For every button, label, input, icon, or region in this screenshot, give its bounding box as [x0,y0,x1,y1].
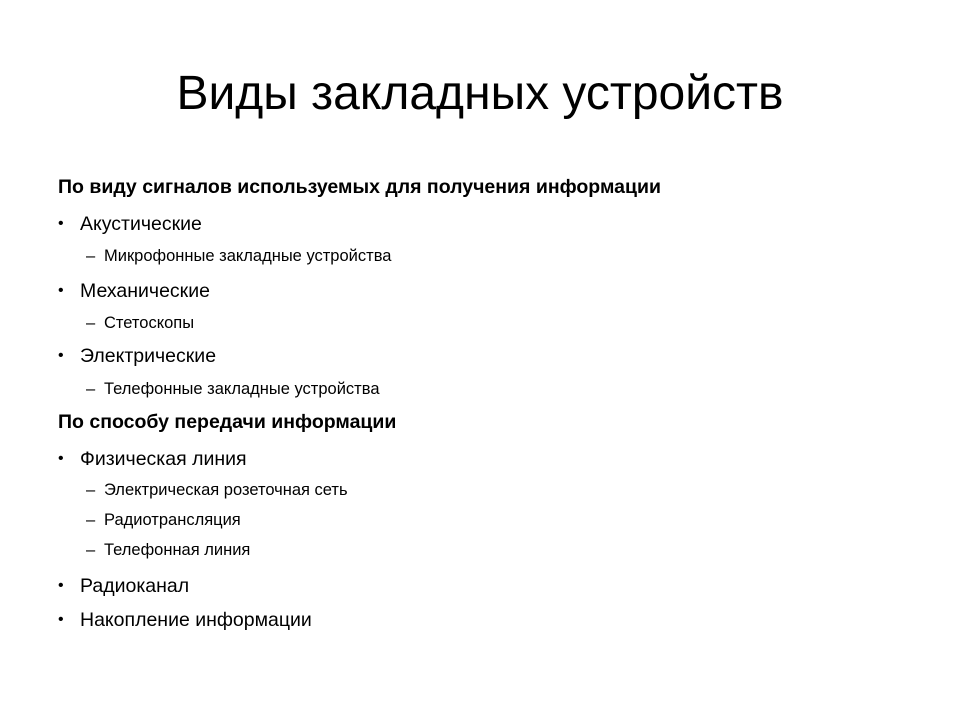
list-item [58,280,210,303]
sub-list-item [86,541,250,560]
sub-list-item-label: Радиотрансляция [104,511,241,529]
bullet-icon: • [58,450,64,467]
dash-icon: – [86,380,96,398]
bullet-icon: • [58,215,64,232]
section-heading-signal-type: По виду сигналов используемых для получения информации [58,176,661,198]
bullet-icon: • [58,282,64,299]
sub-list-item [86,481,348,500]
bullet-icon: • [58,577,64,594]
sub-list-item [86,314,194,333]
list-item [58,609,312,632]
list-item-label: Электрические [80,345,217,367]
dash-icon: – [86,247,96,265]
sub-list-item [86,247,391,266]
section-heading-transmission: По способу передачи информации [58,411,397,433]
sub-list-item-label: Электрическая розеточная сеть [104,481,348,499]
list-item [58,575,189,598]
slide-title: Виды закладных устройств [176,67,784,120]
sub-list-item-label: Телефонная линия [104,541,251,559]
list-item [58,345,216,368]
list-item-label: Радиоканал [80,575,190,597]
dash-icon: – [86,314,96,332]
sub-list-item [86,380,380,399]
dash-icon: – [86,511,96,529]
sub-list-item [86,511,241,530]
sub-list-item-label: Телефонные закладные устройства [104,380,380,398]
bullet-icon: • [58,347,64,364]
bullet-icon: • [58,611,64,628]
list-item [58,213,202,236]
sub-list-item-label: Стетоскопы [104,314,195,332]
dash-icon: – [86,481,96,499]
dash-icon: – [86,541,96,559]
list-item-label: Механические [80,280,210,302]
list-item-label: Акустические [80,213,202,235]
sub-list-item-label: Микрофонные закладные устройства [104,247,392,265]
list-item [58,448,247,471]
list-item-label: Накопление информации [80,609,312,631]
list-item-label: Физическая линия [80,448,247,470]
